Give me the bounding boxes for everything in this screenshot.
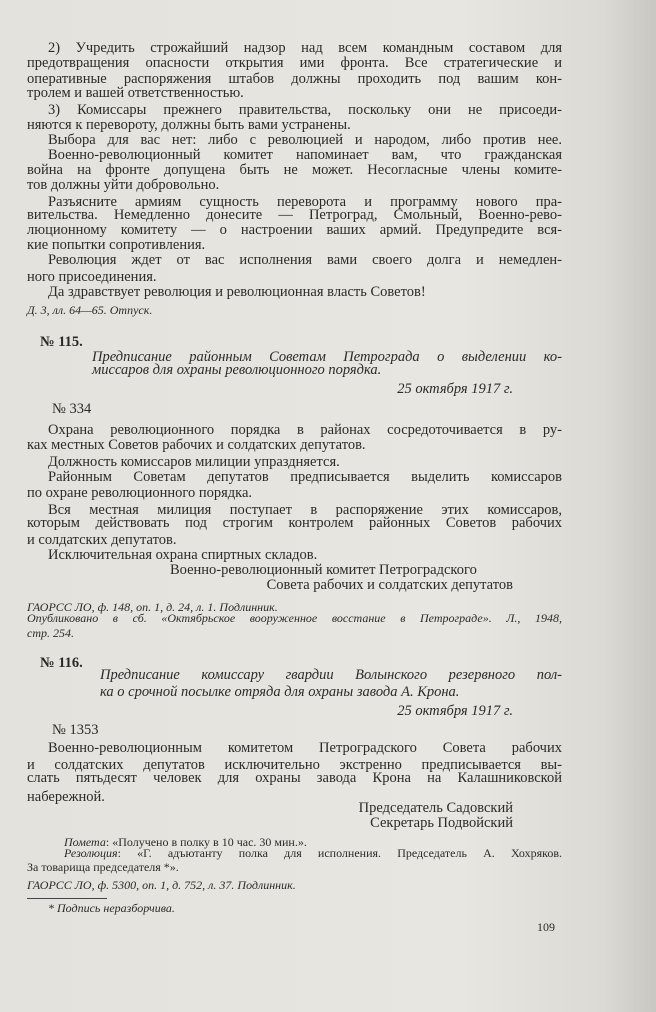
page-number: 109 — [537, 920, 555, 934]
archive-reference: ГАОРСС ЛО, ф. 5300, оп. 1, д. 752, л. 37. Подлинник. — [27, 878, 296, 892]
text-line: и солдатских депутатов. — [27, 532, 177, 548]
footnote: * Подпись неразборчива. — [48, 901, 175, 915]
document-date: 25 октября 1917 г. — [397, 703, 513, 719]
text-line: слать пятьдесят человек для охраны завода Крона на Калашниковской — [27, 770, 562, 786]
document-date: 25 октября 1917 г. — [397, 381, 513, 397]
text-line: вительства. Немедленно донесите — Петроград, Смольный, Военно-рево- — [27, 207, 562, 223]
resolution-line — [64, 846, 562, 860]
signature-line: Секретарь Подвойский — [370, 815, 513, 831]
text-line: предотвращения опасности открытия ими фронта. Все стратегические и — [27, 55, 562, 71]
text-line: Исключительная охрана спиртных складов. — [48, 547, 318, 563]
document-title-line: миссаров для охраны революционного порядка. — [92, 362, 382, 378]
text-line: Должность комиссаров милиции упраздняется. — [48, 454, 340, 470]
publication-reference: Опубликовано в сб. «Октябрьское вооруженное восстание в Петрограде». Л., 1948, — [27, 611, 562, 625]
resolution-text: : «Г. адъютанту полка для исполнения. Председатель А. Хохряков. — [117, 846, 562, 860]
text-line: Вся местная милиция поступает в распоряжение этих комиссаров, — [48, 502, 562, 518]
text-line: Районным Советам депутатов предписывается выделить комиссаров — [48, 469, 562, 485]
text-line: кие попытки сопротивления. — [27, 237, 206, 253]
text-line: Революция ждет от вас исполнения вами своего долга и немедлен- — [48, 252, 562, 268]
text-line: по охране революционного порядка. — [27, 485, 253, 501]
resolution-line: За товарища председателя *». — [27, 860, 179, 874]
text-line: ках местных Советов рабочих и солдатских депутатов. — [27, 437, 366, 453]
document-title-line: Предписание районным Советам Петрограда о выделении ко- — [92, 349, 562, 365]
note-text: : «Получено в полку в 10 час. 30 мин.». — [105, 835, 307, 849]
note-label: Помета — [64, 835, 106, 849]
text-line: оперативные распоряжения штабов должны проходить под вашим кон- — [27, 71, 562, 87]
document-number: № 115. — [40, 334, 83, 350]
text-line: Охрана революционного порядка в районах сосредоточивается в ру- — [48, 422, 562, 438]
text-line: 3) Комиссары прежнего правительства, поскольку они не присоеди- — [48, 102, 562, 118]
outgoing-number: № 1353 — [52, 722, 99, 738]
text-line: которым действовать под строгим контролем районных Советов рабочих — [27, 515, 562, 531]
text-line: и солдатских депутатов исключительно экстренно предписывается вы- — [27, 757, 562, 773]
text-line: ного присоединения. — [27, 269, 157, 285]
text-line: люционному комитету — о настроении ваших армий. Предупредите вся- — [27, 222, 562, 238]
text-line: няются к перевороту, должны быть вами устранены. — [27, 117, 351, 133]
archive-reference: Д. 3, лл. 64—65. Отпуск. — [27, 303, 153, 317]
text-line: Военно-революционным комитетом Петроградского Совета рабочих — [48, 740, 562, 756]
text-line: Да здравствует революция и революционная власть Советов! — [48, 284, 426, 300]
archive-reference: ГАОРСС ЛО, ф. 148, оп. 1, д. 24, л. 1. Подлинник. — [27, 600, 278, 614]
signature-line: Совета рабочих и солдатских депутатов — [266, 577, 513, 593]
text-line: тролем и вашей ответственностью. — [27, 85, 244, 101]
footnote-divider — [27, 898, 107, 899]
signature-line: Председатель Садовский — [358, 800, 513, 816]
text-line: война на фронте допущена быть не может. Несогласные члены комите- — [27, 162, 562, 178]
text-line: набережной. — [27, 789, 105, 805]
text-line: 2) Учредить строжайший надзор над всем командным составом для — [48, 40, 562, 56]
signature-line: Военно-революционный комитет Петроградского — [170, 562, 477, 578]
resolution-label: Резолюция — [64, 846, 118, 860]
text-line: тов должны уйти добровольно. — [27, 177, 220, 193]
text-line: Выбора для вас нет: либо с революцией и народом, либо против нее. — [48, 132, 562, 148]
document-title-line: ка о срочной посылке отряда для охраны завода А. Крона. — [100, 684, 460, 700]
text-line: Военно-революционный комитет напоминает вам, что гражданская — [48, 147, 562, 163]
text-line: Разъясните армиям сущность переворота и программу нового пра- — [48, 194, 562, 210]
document-title-line: Предписание комиссару гвардии Волынского резервного пол- — [100, 667, 562, 683]
outgoing-number: № 334 — [52, 401, 92, 417]
document-number: № 116. — [40, 655, 83, 671]
publication-reference: стр. 254. — [27, 626, 74, 640]
